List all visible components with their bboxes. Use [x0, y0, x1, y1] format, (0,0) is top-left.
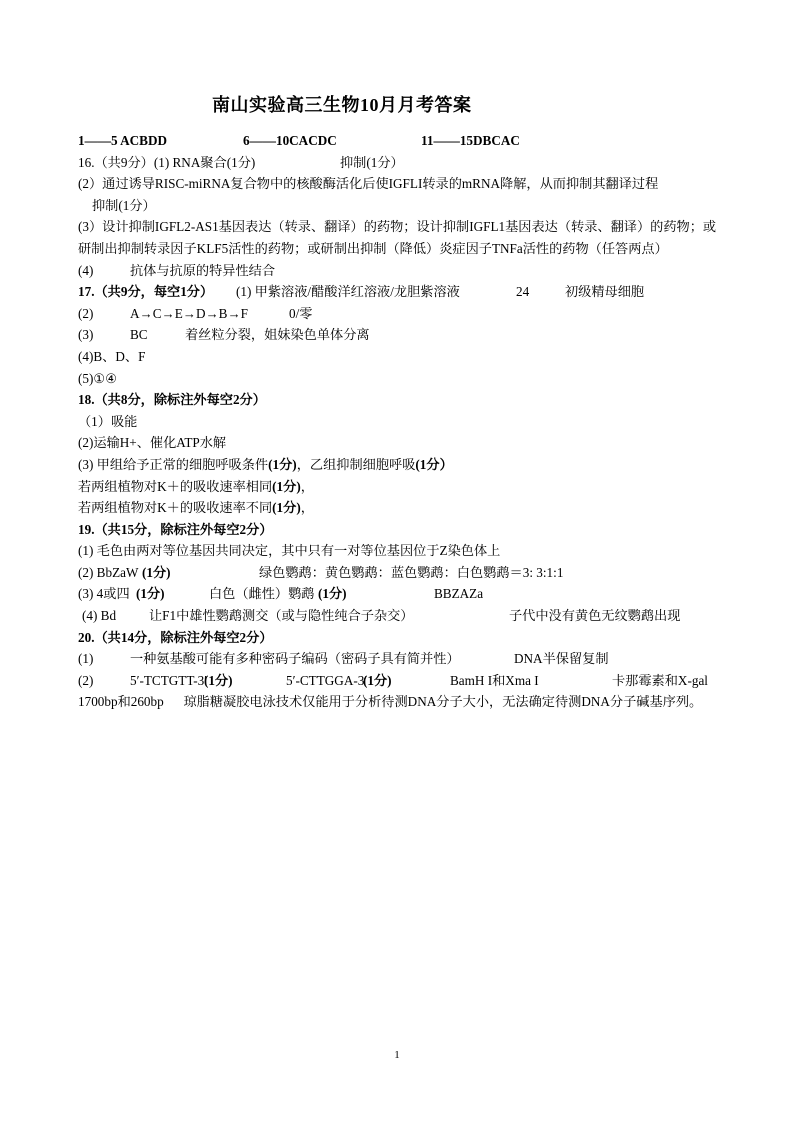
q18-line-5: 若两组植物对K＋的吸收速率不同(1分)， [78, 500, 314, 516]
q18-line-2: (2)运输H+、催化ATP水解 [78, 435, 227, 451]
q19-line-1: (1) 毛色由两对等位基因共同决定，其中只有一对等位基因位于Z染色体上 [78, 543, 501, 559]
q19-line-3: (3) 4或四 (1分) 白色（雌性）鹦鹉 (1分) BBZAZa [78, 586, 484, 602]
q17-line-2: (2) A→C→E→D→B→F 0/零 [78, 305, 313, 321]
q17-line-4: (4)B、D、F [78, 348, 146, 364]
mc-answer-11-15: 11——15DBCAC [421, 133, 520, 148]
q19-line-2: (2) BbZaW (1分) 绿色鹦鹉：黄色鹦鹉：蓝色鹦鹉：白色鹦鹉＝3: 3:1:1 [78, 564, 564, 580]
page-number: 1 [394, 1049, 400, 1061]
q20-line-3: 1700bp和260bp 琼脂糖凝胶电泳技术仅能用于分析待测DNA分子大小，无法确定待测DNA分子碱基序列。 [78, 694, 703, 710]
q18-line-4: 若两组植物对K＋的吸收速率相同(1分)， [78, 478, 314, 494]
q17-line-5: (5)①④ [78, 370, 118, 386]
q17-heading: 17.（共9分，每空1分） [78, 284, 214, 300]
q16-line-4: (4) 抗体与抗原的特异性结合 [78, 262, 276, 278]
q18-heading: 18.（共8分，除标注外每空2分） [78, 392, 266, 408]
q16-line-1: 16.（共9分）(1) RNA聚合(1分) 抑制(1分） [78, 154, 404, 170]
q19-line-4: (4) Bd 让F1中雄性鹦鹉测交（或与隐性纯合子杂交） 子代中没有黄色无纹鹦鹉出现 [82, 608, 681, 624]
q16-line-2b: 抑制(1分） [92, 197, 156, 213]
q20-line-2: (2) 5′-TCTGTT-3′ (1分) 5′-CTTGGA-3′ (1分) BamH I和Xma I 卡那霉素和X-gal [78, 672, 708, 688]
answer-content [78, 130, 718, 713]
mc-answer-6-10: 6——10CACDC [243, 133, 337, 148]
mc-answers [78, 130, 718, 152]
q17-line-3: (3) BC 着丝粒分裂，姐妹染色单体分离 [78, 327, 370, 343]
page-title: 南山实验高三生物10月月考答案 [212, 95, 472, 115]
q16-line-2: (2）通过诱导RISC-miRNA复合物中的核酸酶活化后使IGFLI转录的mRNA降解，从而抑制其翻译过程 [78, 176, 659, 192]
q16-line-3: (3）设计抑制IGFL2-AS1基因表达（转录、翻译）的药物；设计抑制IGFL1基因表达（转录、翻译）的药物；或研制出抑制转录因子KLF5活性的药物；或研制出抑制（降低）炎症因子TNFa活性的药物（任答两点） [78, 219, 717, 256]
q19-heading: 19.（共15分，除标注外每空2分） [78, 521, 273, 537]
mc-answer-1-5: 1——5 ACBDD [78, 133, 168, 148]
q20-heading: 20.（共14分，除标注外每空2分） [78, 629, 273, 645]
q17-line-1: 17.（共9分，每空1分） (1) 甲紫溶液/醋酸洋红溶液/龙胆紫溶液 24 初级精母细胞 [78, 281, 718, 303]
q20-line-1: (1) 一种氨基酸可能有多种密码子编码（密码子具有简并性） DNA半保留复制 [78, 651, 609, 667]
q18-line-1: （1）吸能 [78, 413, 138, 429]
q18-line-3: (3) 甲组给予正常的细胞呼吸条件(1分)，乙组抑制细胞呼吸(1分） [78, 456, 453, 472]
